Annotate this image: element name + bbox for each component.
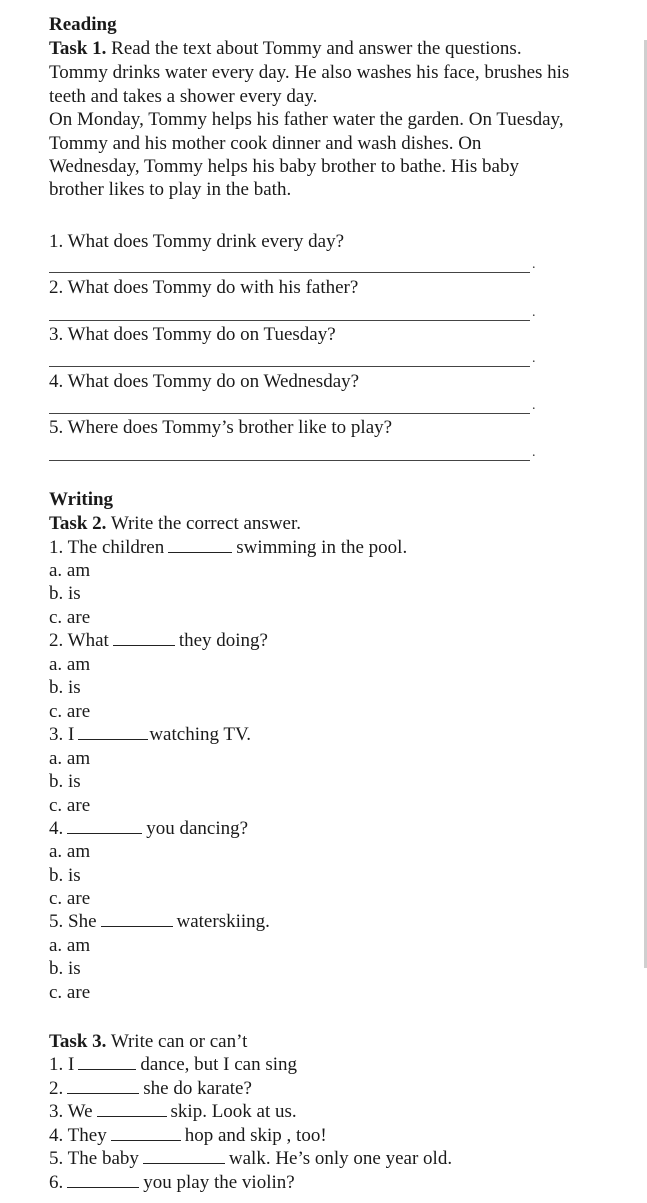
question-5: 5. Where does Tommy’s brother like to play? — [49, 417, 393, 438]
item-prefix: 4. — [49, 818, 64, 839]
fill-blank[interactable] — [67, 1078, 139, 1094]
fill-blank[interactable] — [97, 1101, 167, 1117]
reading-text-line: On Monday, Tommy helps his father water the garden. On Tuesday, — [49, 109, 564, 130]
fill-blank[interactable] — [67, 1172, 139, 1188]
fill-blank[interactable] — [168, 537, 232, 553]
item-prefix: 2. What — [49, 630, 109, 651]
option-a[interactable]: a. am — [49, 935, 91, 956]
item-suffix: you play the violin? — [143, 1172, 295, 1193]
option-b[interactable]: b. is — [49, 771, 81, 792]
item-suffix: you dancing? — [146, 818, 249, 839]
answer-line-2[interactable] — [49, 320, 530, 321]
reading-text-line: Wednesday, Tommy helps his baby brother to bathe. His baby — [49, 156, 519, 177]
fill-blank[interactable] — [101, 911, 173, 927]
item-suffix: dance, but I can sing — [140, 1054, 298, 1075]
task1-label: Task 1. — [49, 38, 107, 59]
item-prefix: 3. I — [49, 724, 75, 745]
item-prefix: 4. They — [49, 1125, 107, 1146]
task2-instruction: Write the correct answer. — [110, 513, 302, 534]
answer-period: . — [532, 445, 536, 460]
task3-item-1 — [49, 1053, 297, 1077]
task2-header — [49, 512, 301, 536]
task3-header — [49, 1030, 247, 1054]
option-a[interactable]: a. am — [49, 748, 91, 769]
item-prefix: 5. The baby — [49, 1148, 139, 1169]
question-3: 3. What does Tommy do on Tuesday? — [49, 324, 336, 345]
task1-header — [49, 37, 522, 61]
question-1: 1. What does Tommy drink every day? — [49, 231, 345, 252]
option-b[interactable]: b. is — [49, 865, 81, 886]
item-suffix: waterskiing. — [176, 911, 270, 932]
task1-instruction: Read the text about Tommy and answer the questions. — [111, 38, 522, 59]
reading-text-line: brother likes to play in the bath. — [49, 179, 292, 200]
task2-item-1 — [49, 536, 407, 560]
item-suffix: walk. He’s only one year old. — [228, 1148, 453, 1169]
task2-item-4 — [49, 817, 248, 841]
option-c[interactable]: c. are — [49, 888, 91, 909]
fill-blank[interactable] — [143, 1148, 225, 1164]
fill-blank[interactable] — [67, 818, 142, 834]
answer-period: . — [532, 351, 536, 366]
option-b[interactable]: b. is — [49, 677, 81, 698]
task3-instruction: Write can or can’t — [110, 1031, 248, 1052]
fill-blank[interactable] — [111, 1125, 181, 1141]
reading-text-line: Tommy and his mother cook dinner and wash dishes. On — [49, 133, 482, 154]
item-prefix: 5. She — [49, 911, 97, 932]
option-b[interactable]: b. is — [49, 958, 81, 979]
option-a[interactable]: a. am — [49, 654, 91, 675]
item-suffix: she do karate? — [143, 1078, 252, 1099]
answer-line-3[interactable] — [49, 366, 530, 367]
fill-blank[interactable] — [113, 630, 175, 646]
option-c[interactable]: c. are — [49, 795, 91, 816]
task3-item-6 — [49, 1171, 295, 1195]
option-a[interactable]: a. am — [49, 560, 91, 581]
fill-blank[interactable] — [78, 724, 148, 740]
task3-item-3 — [49, 1100, 297, 1124]
answer-period: . — [532, 398, 536, 413]
option-c[interactable]: c. are — [49, 701, 91, 722]
item-suffix: skip. Look at us. — [170, 1101, 297, 1122]
task3-label: Task 3. — [49, 1031, 107, 1052]
item-suffix: swimming in the pool. — [236, 537, 408, 558]
reading-heading: Reading — [49, 14, 117, 35]
item-suffix: watching TV. — [149, 724, 252, 745]
item-prefix: 3. We — [49, 1101, 93, 1122]
task2-item-3 — [49, 723, 251, 747]
answer-line-4[interactable] — [49, 413, 530, 414]
item-prefix: 1. The children — [49, 537, 165, 558]
task3-item-2 — [49, 1077, 252, 1101]
option-c[interactable]: c. are — [49, 607, 91, 628]
reading-text-line: teeth and takes a shower every day. — [49, 86, 318, 107]
item-prefix: 6. — [49, 1172, 64, 1193]
question-2: 2. What does Tommy do with his father? — [49, 277, 359, 298]
item-prefix: 1. I — [49, 1054, 75, 1075]
answer-line-5[interactable] — [49, 460, 530, 461]
writing-heading: Writing — [49, 489, 114, 510]
item-suffix: they doing? — [178, 630, 268, 651]
task2-item-5 — [49, 910, 270, 934]
option-b[interactable]: b. is — [49, 583, 81, 604]
answer-period: . — [532, 305, 536, 320]
task2-item-2 — [49, 629, 268, 653]
item-prefix: 2. — [49, 1078, 64, 1099]
task2-label: Task 2. — [49, 513, 107, 534]
answer-period: . — [532, 257, 536, 272]
task3-item-4 — [49, 1124, 327, 1148]
answer-line-1[interactable] — [49, 272, 530, 273]
item-suffix: hop and skip , too! — [184, 1125, 327, 1146]
option-a[interactable]: a. am — [49, 841, 91, 862]
question-4: 4. What does Tommy do on Wednesday? — [49, 371, 360, 392]
reading-text-line: Tommy drinks water every day. He also washes his face, brushes his — [49, 62, 570, 83]
option-c[interactable]: c. are — [49, 982, 91, 1003]
task3-item-5 — [49, 1147, 452, 1171]
fill-blank[interactable] — [78, 1054, 136, 1070]
